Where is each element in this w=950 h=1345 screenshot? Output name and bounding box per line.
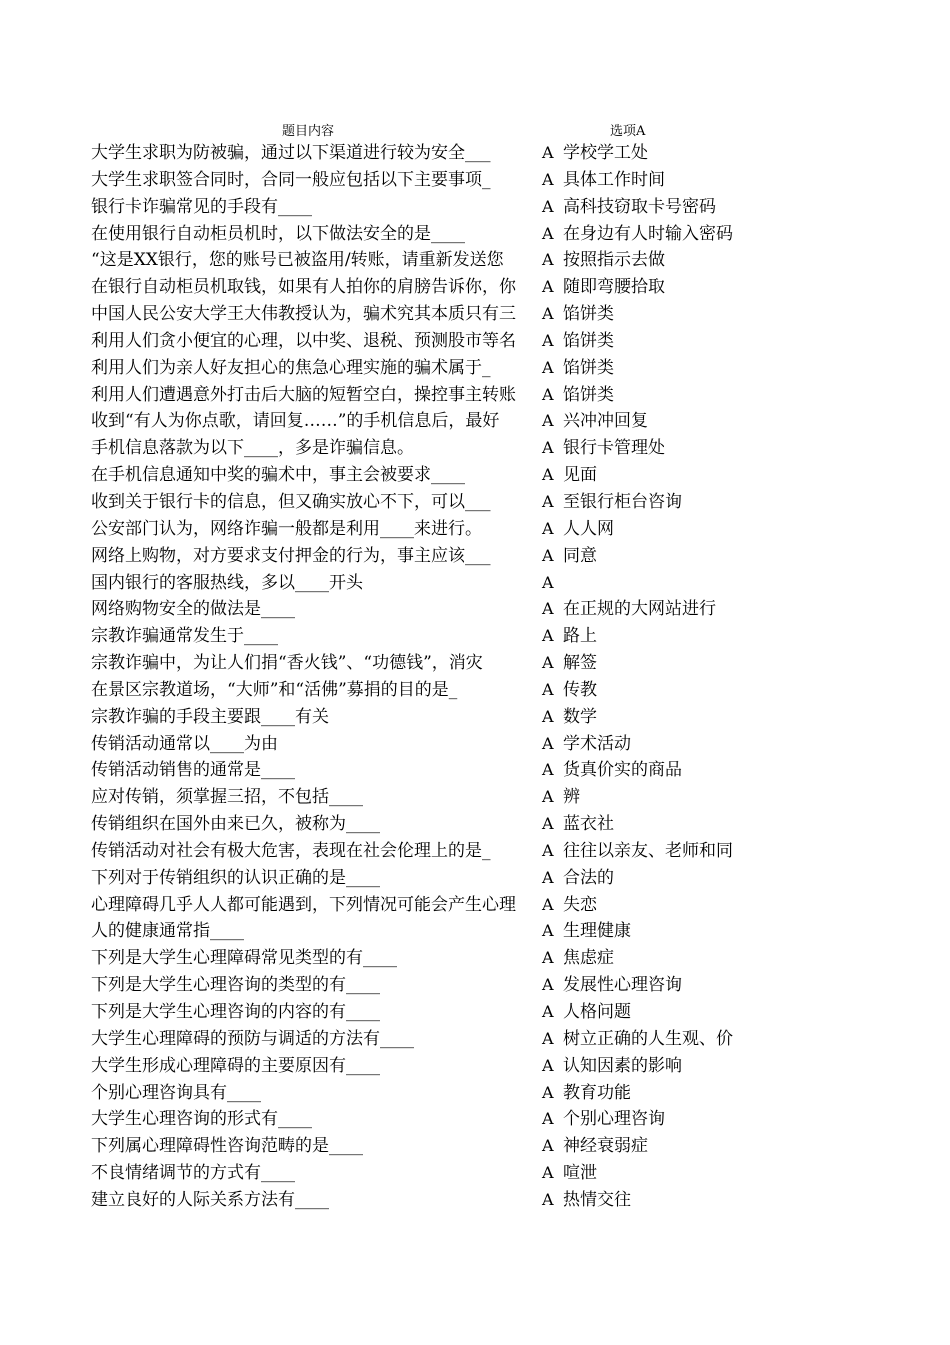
option-a-text: 人人网 [563, 518, 614, 539]
question-row [0, 892, 950, 919]
option-letter: A [542, 706, 554, 726]
option-a-text: 喧泄 [563, 1163, 597, 1184]
question-row [0, 1053, 950, 1080]
option-letter: A [542, 169, 554, 189]
option-letter: A [542, 250, 554, 270]
option-letter: A [542, 223, 554, 243]
question-text: 利用人们为亲人好友担心的焦急心理实施的骗术属于_ [91, 357, 491, 378]
question-row [0, 623, 950, 650]
option-a-text: 树立正确的人生观、价 [563, 1028, 733, 1049]
question-row [0, 999, 950, 1026]
option-a-text: 传教 [563, 679, 597, 700]
question-row [0, 516, 950, 543]
question-text: 心理障碍几乎人人都可能遇到，下列情况可能会产生心理 [91, 894, 516, 915]
option-letter: A [542, 1028, 554, 1048]
option-a-text: 人格问题 [563, 1002, 631, 1022]
question-row [0, 1080, 950, 1107]
question-text: “这是XX银行，您的账号已被盗用/转账，请重新发送您 [91, 250, 504, 271]
question-row [0, 543, 950, 570]
option-letter: A [542, 921, 554, 941]
option-letter: A [542, 1163, 554, 1183]
option-letter: A [542, 733, 554, 753]
option-letter: A [542, 599, 554, 619]
question-text: 个别心理咨询具有____ [91, 1082, 261, 1103]
option-a-text: 银行卡管理处 [563, 438, 665, 459]
question-row [0, 865, 950, 892]
option-a-text: 往往以亲友、老师和同 [563, 840, 733, 861]
option-letter: A [542, 545, 554, 565]
question-text: 传销活动对社会有极大危害，表现在社会伦理上的是_ [91, 840, 491, 861]
option-letter: A [542, 867, 554, 887]
question-text: 下列是大学生心理障碍常见类型的有____ [91, 948, 397, 969]
option-a-text: 路上 [563, 626, 597, 647]
question-row [0, 221, 950, 248]
question-text: 在银行自动柜员机取钱，如果有人拍你的肩膀告诉你，你 [91, 277, 516, 298]
option-letter: A [542, 1055, 554, 1075]
option-a-text: 兴冲冲回复 [563, 411, 648, 432]
option-a-text: 随即弯腰拾取 [563, 277, 665, 298]
question-row [0, 328, 950, 355]
option-a-text: 在身边有人时输入密码 [563, 223, 733, 244]
question-text: 利用人们贪小便宜的心理，以中奖、退税、预测股市等名 [91, 330, 516, 351]
option-a-text: 数学 [563, 706, 597, 727]
option-a-text: 学校学工处 [563, 143, 648, 163]
question-row [0, 1026, 950, 1053]
option-a-text: 生理健康 [563, 921, 631, 942]
question-text: 大学生求职签合同时，合同一般应包括以下主要事项_ [91, 169, 491, 190]
question-row [0, 194, 950, 221]
question-text: 传销活动销售的通常是____ [91, 760, 295, 781]
header-row [0, 120, 950, 140]
option-letter: A [542, 1136, 554, 1156]
question-row [0, 838, 950, 865]
question-text: 建立良好的人际关系方法有____ [91, 1189, 329, 1210]
option-a-text: 发展性心理咨询 [563, 975, 682, 996]
question-text: 公安部门认为，网络诈骗一般都是利用____来进行。 [91, 518, 482, 539]
question-list [0, 140, 950, 1214]
question-text: 传销活动通常以____为由 [91, 733, 278, 754]
option-a-text: 焦虑症 [563, 948, 614, 969]
option-letter: A [542, 894, 554, 914]
question-text: 下列是大学生心理咨询的内容的有____ [91, 1002, 380, 1022]
option-a-text: 在正规的大网站进行 [563, 599, 716, 620]
question-row [0, 1106, 950, 1133]
question-text: 银行卡诈骗常见的手段有____ [91, 196, 312, 217]
question-text: 人的健康通常指____ [91, 921, 244, 942]
question-row [0, 731, 950, 758]
option-letter: A [542, 572, 554, 592]
question-row [0, 945, 950, 972]
option-a-text: 高科技窃取卡号密码 [563, 196, 716, 217]
option-letter: A [542, 760, 554, 780]
option-a-column-header: 选项A [610, 124, 646, 139]
option-letter: A [542, 1109, 554, 1129]
question-row [0, 757, 950, 784]
option-letter: A [542, 1082, 554, 1102]
question-text: 应对传销，须掌握三招，不包括____ [91, 787, 363, 808]
option-letter: A [542, 304, 554, 324]
question-text: 国内银行的客服热线，多以____开头 [91, 572, 363, 593]
option-a-text: 合法的 [563, 867, 614, 888]
question-row [0, 355, 950, 382]
question-row [0, 435, 950, 462]
option-a-text: 馅饼类 [563, 357, 614, 378]
question-row [0, 704, 950, 731]
question-row [0, 1133, 950, 1160]
question-text: 不良情绪调节的方式有____ [91, 1163, 295, 1184]
option-letter: A [542, 465, 554, 485]
option-a-text: 辨 [563, 787, 580, 808]
question-text: 手机信息落款为以下____，多是诈骗信息。 [91, 438, 414, 459]
question-text: 网络上购物，对方要求支付押金的行为，事主应该___ [91, 545, 491, 566]
option-letter: A [542, 518, 554, 538]
question-row [0, 1160, 950, 1187]
option-a-text: 按照指示去做 [563, 250, 665, 271]
question-text: 下列是大学生心理咨询的类型的有____ [91, 975, 380, 996]
question-text: 宗教诈骗通常发生于____ [91, 626, 278, 647]
option-a-text: 馅饼类 [563, 304, 614, 325]
question-text: 宗教诈骗中，为让人们捐“香火钱”、“功德钱”，消灾 [91, 653, 483, 674]
option-a-text: 货真价实的商品 [563, 760, 682, 781]
question-text: 网络购物安全的做法是____ [91, 599, 295, 620]
question-row [0, 247, 950, 274]
option-a-text: 具体工作时间 [563, 169, 665, 190]
question-text: 大学生心理障碍的预防与调适的方法有____ [91, 1028, 414, 1049]
question-text: 收到关于银行卡的信息，但又确实放心不下，可以___ [91, 491, 491, 512]
question-text: 在景区宗教道场，“大师”和“活佛”募捐的目的是_ [91, 679, 458, 700]
question-text: 下列属心理障碍性咨询范畴的是____ [91, 1136, 363, 1157]
question-text: 在使用银行自动柜员机时，以下做法安全的是____ [91, 223, 465, 244]
question-text: 传销组织在国外由来已久，被称为____ [91, 814, 380, 835]
option-letter: A [542, 438, 554, 458]
question-row [0, 972, 950, 999]
question-text: 中国人民公安大学王大伟教授认为，骗术究其本质只有三 [91, 304, 516, 325]
question-text: 大学生求职为防被骗，通过以下渠道进行较为安全___ [91, 143, 491, 163]
option-letter: A [542, 491, 554, 511]
option-a-text: 神经衰弱症 [563, 1136, 648, 1157]
question-row [0, 140, 950, 167]
question-row [0, 301, 950, 328]
question-row [0, 677, 950, 704]
option-letter: A [542, 330, 554, 350]
question-row [0, 650, 950, 677]
option-letter: A [542, 1189, 554, 1209]
option-letter: A [542, 1002, 554, 1021]
option-a-text: 学术活动 [563, 733, 631, 754]
option-a-text: 认知因素的影响 [563, 1055, 682, 1076]
question-text: 下列对于传销组织的认识正确的是____ [91, 867, 380, 888]
option-letter: A [542, 196, 554, 216]
question-row [0, 408, 950, 435]
option-letter: A [542, 787, 554, 807]
question-text: 利用人们遭遇意外打击后大脑的短暂空白，操控事主转账 [91, 384, 516, 405]
option-a-text: 个别心理咨询 [563, 1109, 665, 1130]
question-row [0, 596, 950, 623]
option-letter: A [542, 277, 554, 297]
question-row [0, 462, 950, 489]
option-letter: A [542, 653, 554, 673]
option-letter: A [542, 975, 554, 995]
option-a-text: 热情交往 [563, 1189, 631, 1210]
option-a-text: 解签 [563, 653, 597, 674]
question-row [0, 382, 950, 409]
question-row [0, 570, 950, 597]
question-text: 收到“有人为你点歌，请回复……”的手机信息后，最好 [91, 411, 500, 432]
question-row [0, 811, 950, 838]
option-a-text: 见面 [563, 465, 597, 486]
question-text: 在手机信息通知中奖的骗术中，事主会被要求____ [91, 465, 465, 486]
option-a-text: 教育功能 [563, 1082, 631, 1103]
question-row [0, 167, 950, 194]
option-a-text: 馅饼类 [563, 330, 614, 351]
question-row [0, 489, 950, 516]
option-letter: A [542, 143, 554, 162]
option-a-text: 失恋 [563, 894, 597, 915]
option-letter: A [542, 626, 554, 646]
option-a-text: 至银行柜台咨询 [563, 491, 682, 512]
question-text: 大学生形成心理障碍的主要原因有____ [91, 1055, 380, 1076]
option-a-text: 同意 [563, 545, 597, 566]
question-row [0, 784, 950, 811]
question-row [0, 918, 950, 945]
option-a-text: 馅饼类 [563, 384, 614, 405]
question-text: 大学生心理咨询的形式有____ [91, 1109, 312, 1130]
question-text: 宗教诈骗的手段主要跟____有关 [91, 706, 329, 727]
option-letter: A [542, 814, 554, 834]
option-a-text: 蓝衣社 [563, 814, 614, 835]
option-letter: A [542, 948, 554, 968]
option-letter: A [542, 411, 554, 431]
question-column-header: 题目内容 [282, 124, 335, 139]
option-letter: A [542, 679, 554, 699]
question-row [0, 274, 950, 301]
option-letter: A [542, 384, 554, 404]
option-letter: A [542, 357, 554, 377]
option-letter: A [542, 840, 554, 860]
question-row [0, 1187, 950, 1214]
